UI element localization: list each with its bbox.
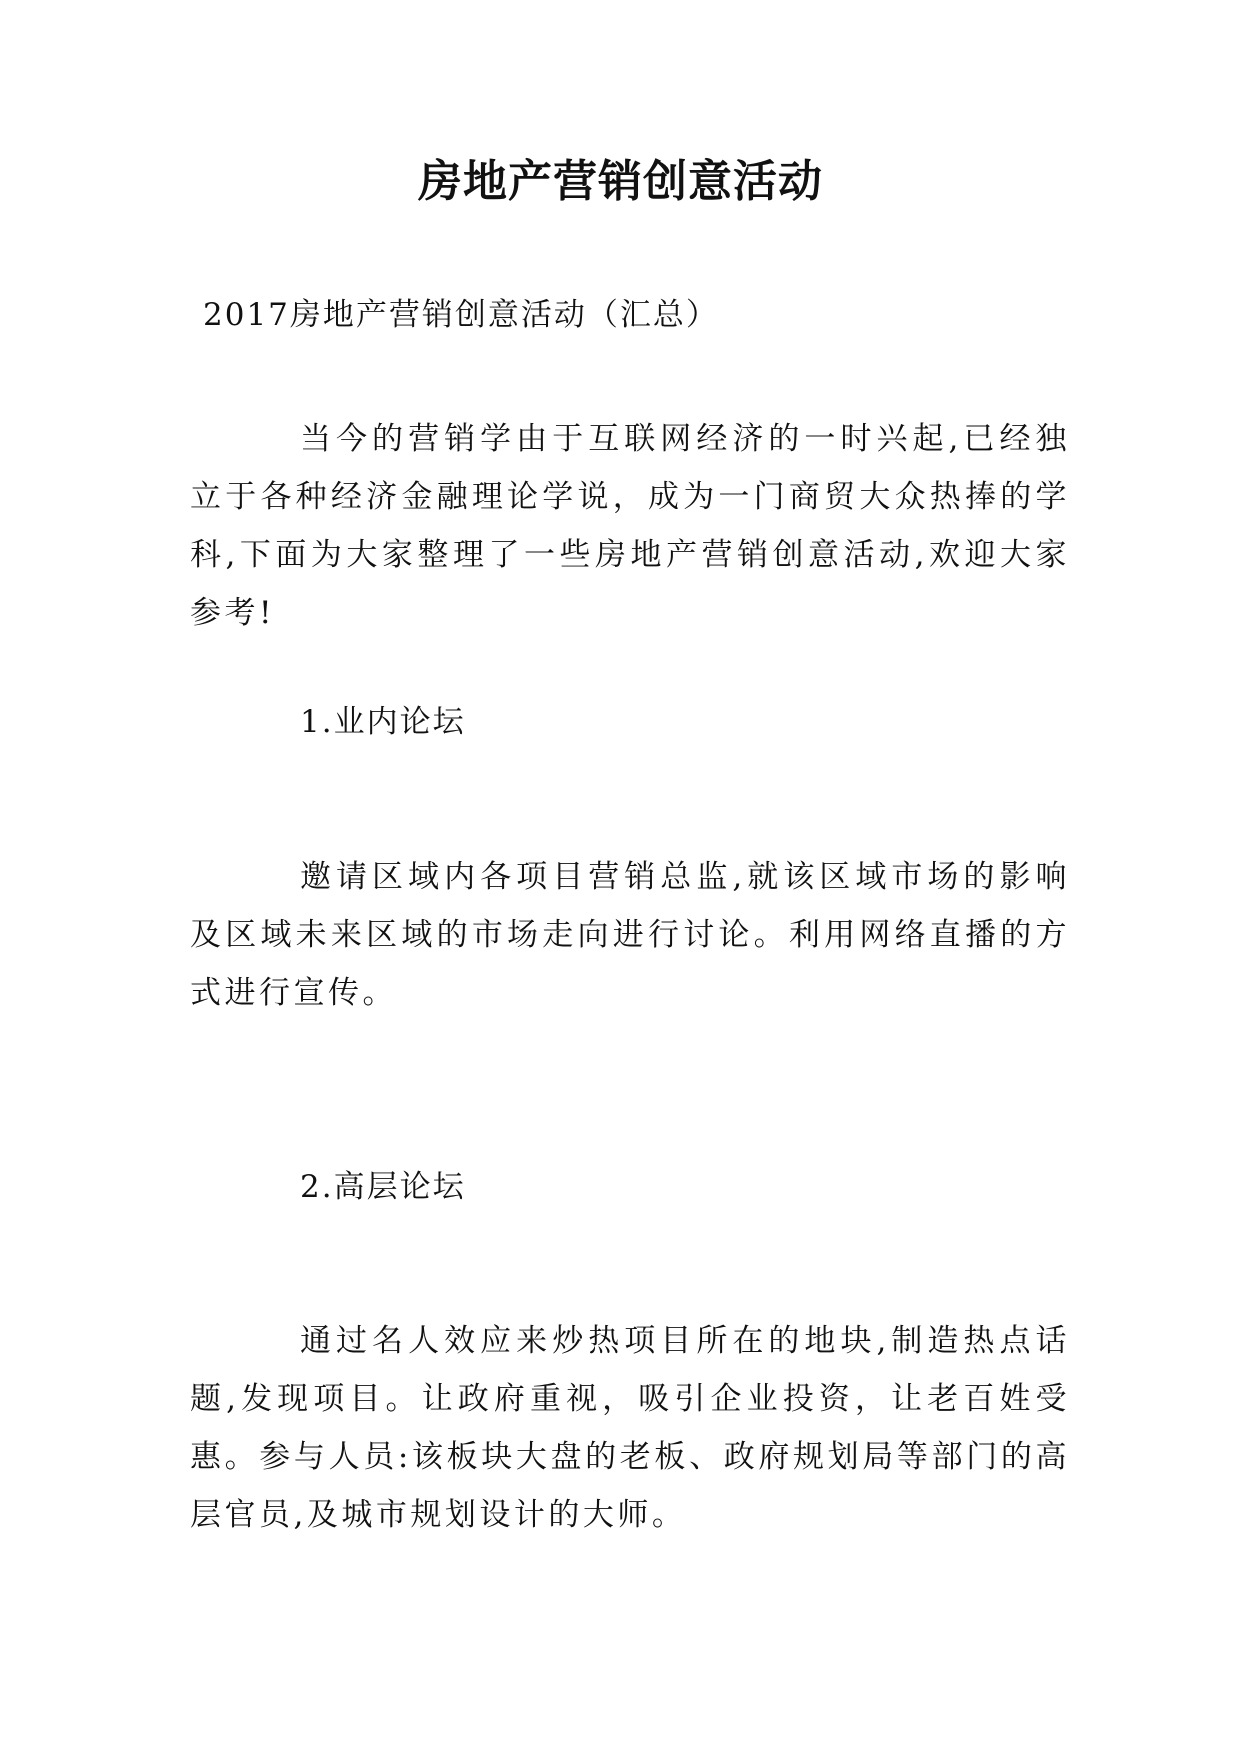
section-body-1: 邀请区域内各项目营销总监,就该区域市场的影响及区域未来区域的市场走向进行讨论。利用网络直播的方式进行宣传。 <box>190 859 1070 1011</box>
intro-paragraph: 当今的营销学由于互联网经济的一时兴起,已经独立于各种经济金融理论学说，成为一门商贸大众热捧的学科,下面为大家整理了一些房地产营销创意活动,欢迎大家参考! <box>190 421 1070 631</box>
document-subtitle: 2017房地产营销创意活动（汇总） <box>203 297 719 333</box>
section-heading-1: 1.业内论坛 <box>300 704 466 740</box>
section-heading-2: 2.高层论坛 <box>300 1169 466 1205</box>
section-body-2: 通过名人效应来炒热项目所在的地块,制造热点话题,发现项目。让政府重视，吸引企业投资，让老百姓受惠。参与人员:该板块大盘的老板、政府规划局等部门的高层官员,及城市规划设计的大师。 <box>190 1323 1070 1533</box>
document-title: 房地产营销创意活动 <box>418 156 823 207</box>
